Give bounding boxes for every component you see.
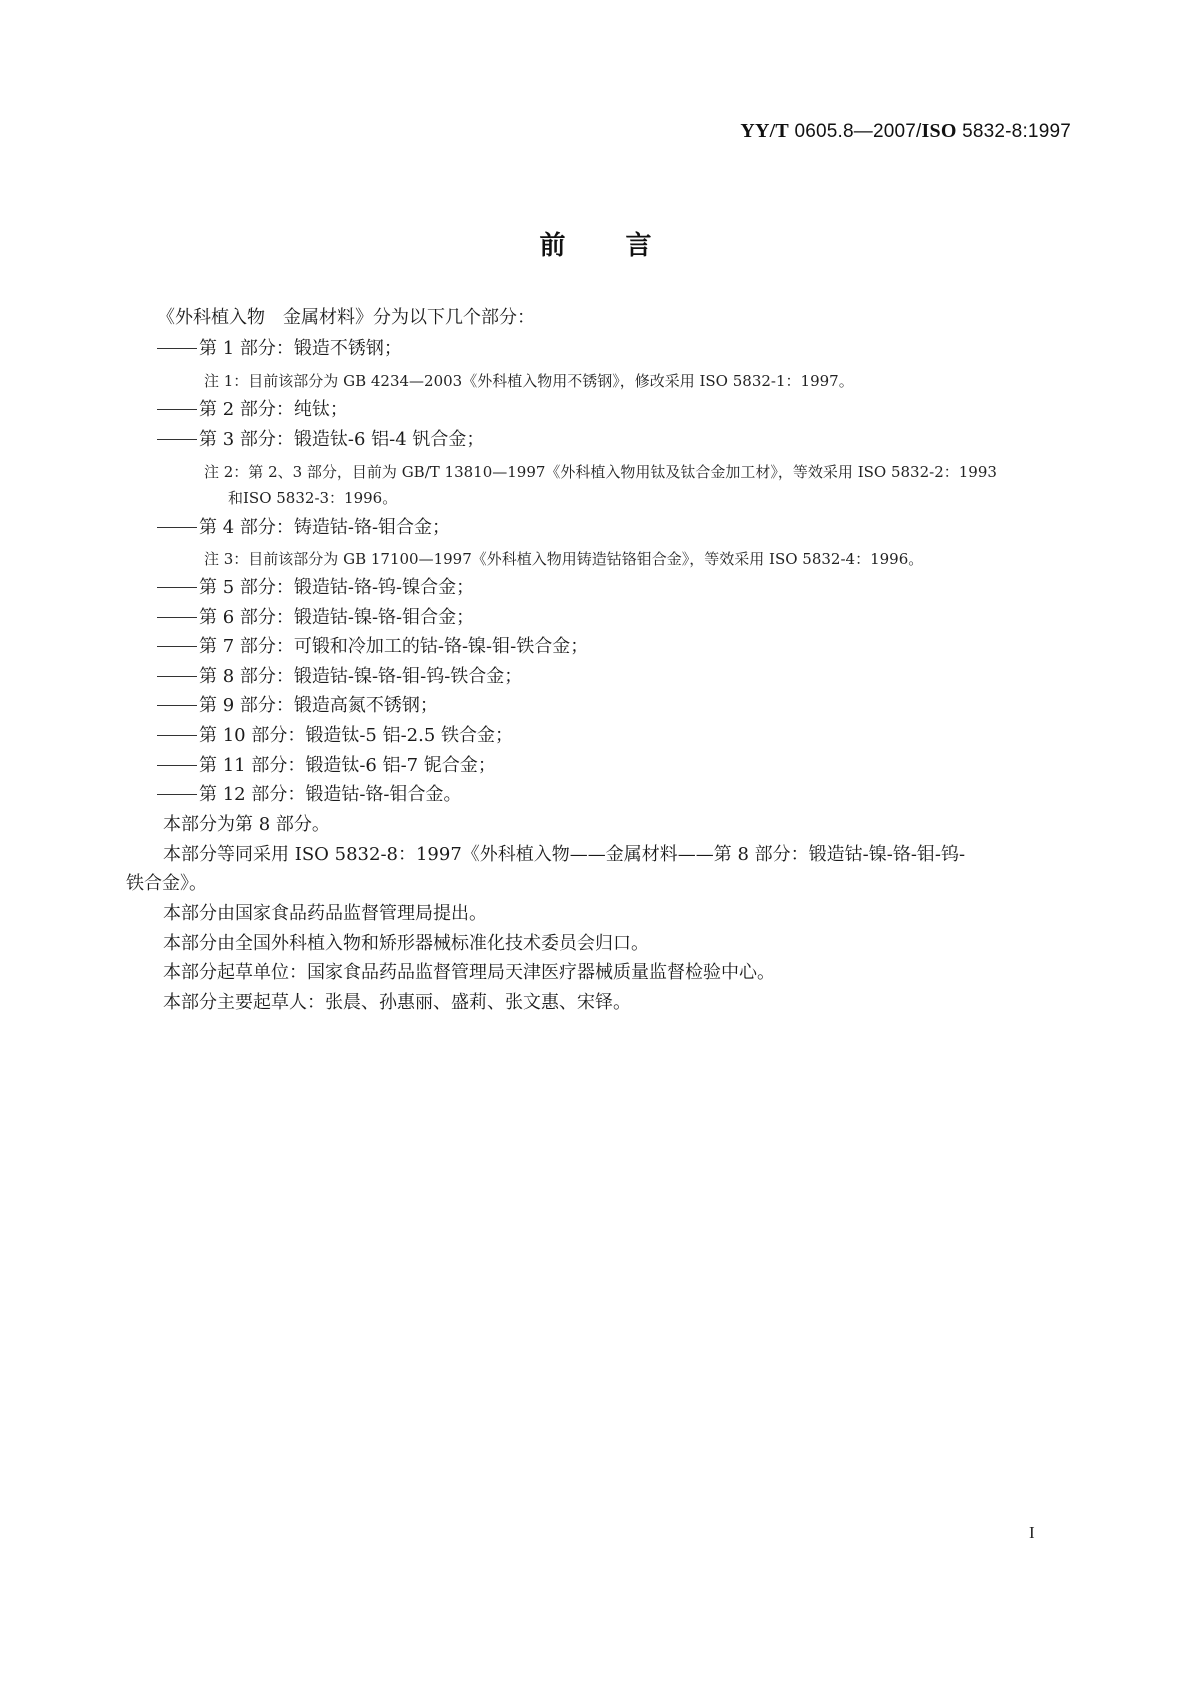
- list-item-part-3: 第 3 部分：锻造钛-6 铝-4 钒合金；: [157, 428, 484, 452]
- list-item-part-5: 第 5 部分：锻造钴-铬-钨-镍合金；: [157, 576, 474, 600]
- iso-prefix: ISO: [921, 120, 957, 142]
- paragraph-drafting-unit: 本部分起草单位：国家食品药品监督管理局天津医疗器械质量监督检验中心。: [163, 962, 775, 983]
- em-dash-bullet: [157, 439, 197, 440]
- iso-code-body: 5832-8:1997: [956, 121, 1071, 142]
- em-dash-bullet: [157, 705, 197, 706]
- standard-code-prefix: YY/T: [740, 120, 789, 142]
- page-title: [0, 225, 1191, 262]
- list-item-part-8: 第 8 部分：锻造钴-镍-铬-钼-钨-铁合金；: [157, 665, 522, 689]
- em-dash-bullet: [157, 794, 197, 795]
- paragraph-this-part: 本部分为第 8 部分。: [163, 814, 330, 835]
- page-number: I: [1029, 1523, 1035, 1542]
- em-dash-bullet: [157, 735, 197, 736]
- paragraph-centralized-by: 本部分由全国外科植入物和矫形器械标准化技术委员会归口。: [163, 933, 649, 954]
- note-1: 注 1：目前该部分为 GB 4234—2003《外科植入物用不锈钢》，修改采用 ISO 5832-1：1997。: [204, 372, 854, 390]
- em-dash-bullet: [157, 348, 197, 349]
- paragraph-adoption-line-2: 铁合金》。: [126, 873, 207, 894]
- list-item-part-6: 第 6 部分：锻造钴-镍-铬-钼合金；: [157, 606, 474, 630]
- list-item-part-4: 第 4 部分：铸造钴-铬-钼合金；: [157, 516, 450, 540]
- standard-number-header: [740, 120, 1071, 143]
- list-item-part-12: 第 12 部分：锻造钴-铬-钼合金。: [157, 783, 462, 807]
- list-item-part-9: 第 9 部分：锻造高氮不锈钢；: [157, 694, 438, 718]
- list-item-part-11: 第 11 部分：锻造钛-6 铝-7 铌合金；: [157, 754, 496, 778]
- list-item-part-10: 第 10 部分：锻造钛-5 铝-2.5 铁合金；: [157, 724, 513, 748]
- note-2-line-2: 和ISO 5832-3：1996。: [228, 489, 398, 507]
- em-dash-bullet: [157, 409, 197, 410]
- em-dash-bullet: [157, 646, 197, 647]
- note-2-line-1: 注 2：第 2、3 部分，目前为 GB/T 13810—1997《外科植入物用钛及钛合金加工材》，等效采用 ISO 5832-2：1993: [204, 463, 997, 481]
- paragraph-drafters: 本部分主要起草人：张晨、孙惠丽、盛莉、张文惠、宋铎。: [163, 992, 631, 1013]
- em-dash-bullet: [157, 765, 197, 766]
- list-item-part-2: 第 2 部分：纯钛；: [157, 398, 348, 422]
- list-item-part-1: 第 1 部分：锻造不锈钢；: [157, 337, 402, 361]
- standard-code-body: 0605.8—2007/: [788, 121, 922, 142]
- list-item-part-7: 第 7 部分：可锻和冷加工的钴-铬-镍-钼-铁合金；: [157, 635, 588, 659]
- note-3: 注 3：目前该部分为 GB 17100—1997《外科植入物用铸造钴铬钼合金》，等效采用 ISO 5832-4：1996。: [204, 550, 924, 568]
- em-dash-bullet: [157, 527, 197, 528]
- em-dash-bullet: [157, 617, 197, 618]
- paragraph-proposed-by: 本部分由国家食品药品监督管理局提出。: [163, 903, 487, 924]
- paragraph-adoption-line-1: 本部分等同采用 ISO 5832-8：1997《外科植入物——金属材料——第 8 部分：锻造钴-镍-铬-钼-钨-: [163, 844, 966, 865]
- intro-line: 《外科植入物 金属材料》分为以下几个部分：: [157, 307, 535, 328]
- em-dash-bullet: [157, 587, 197, 588]
- title-char-1: 前: [539, 231, 566, 261]
- title-char-2: 言: [625, 231, 652, 261]
- em-dash-bullet: [157, 676, 197, 677]
